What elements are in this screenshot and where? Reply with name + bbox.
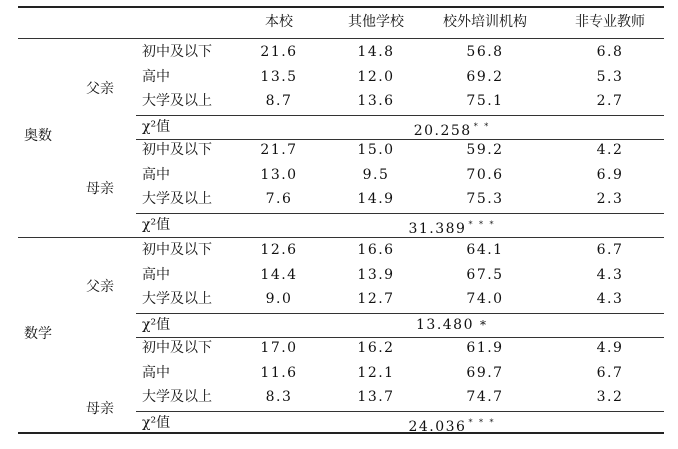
value-other-school: 15.0 bbox=[357, 142, 395, 158]
chi-square-value: 20.258 bbox=[413, 122, 472, 139]
value-other-school: 13.9 bbox=[357, 266, 395, 283]
education-level: 大学及以上 bbox=[142, 389, 212, 405]
value-training-institution: 69.2 bbox=[466, 68, 504, 85]
significance-marker: * * * bbox=[468, 219, 496, 229]
education-level: 初中及以下 bbox=[142, 142, 212, 158]
chi-square-label: χ²值 bbox=[142, 216, 171, 233]
value-training-institution: 56.8 bbox=[466, 44, 504, 60]
value-training-institution: 75.1 bbox=[466, 93, 504, 109]
value-local-school: 11.6 bbox=[260, 364, 298, 381]
value-other-school: 12.7 bbox=[357, 291, 395, 307]
significance-marker: * bbox=[480, 317, 488, 332]
value-local-school: 7.6 bbox=[265, 191, 293, 207]
value-training-institution: 75.3 bbox=[466, 191, 504, 207]
value-local-school: 9.0 bbox=[265, 291, 293, 307]
chi-square-cell bbox=[244, 313, 660, 337]
education-level: 初中及以下 bbox=[142, 340, 212, 356]
education-level: 初中及以下 bbox=[142, 242, 212, 258]
value-nonprofessional-teacher: 4.3 bbox=[596, 291, 624, 307]
parent-label: 父亲 bbox=[86, 278, 114, 295]
value-other-school: 12.0 bbox=[357, 68, 395, 85]
value-training-institution: 59.2 bbox=[466, 142, 504, 158]
chi-square-value: 13.480 bbox=[416, 316, 474, 333]
chi-square-cell bbox=[244, 213, 660, 237]
chi-square-cell bbox=[244, 115, 660, 139]
value-local-school: 8.7 bbox=[265, 93, 293, 109]
chi-square-label: χ²值 bbox=[142, 414, 171, 431]
education-level: 高中 bbox=[142, 364, 170, 381]
subject-label: 数学 bbox=[24, 326, 52, 342]
parent-label: 母亲 bbox=[86, 181, 114, 198]
education-level: 高中 bbox=[142, 166, 170, 183]
value-local-school: 8.3 bbox=[265, 389, 293, 405]
value-training-institution: 69.7 bbox=[466, 364, 504, 381]
chi-square-label: χ²值 bbox=[142, 316, 171, 333]
value-nonprofessional-teacher: 3.2 bbox=[596, 389, 624, 405]
chi-square-value: 24.036 bbox=[408, 418, 467, 435]
education-level: 高中 bbox=[142, 68, 170, 85]
significance-marker: * * bbox=[473, 121, 491, 131]
significance-marker: * * * bbox=[468, 417, 496, 427]
value-nonprofessional-teacher: 6.7 bbox=[596, 242, 624, 258]
value-other-school: 12.1 bbox=[357, 364, 395, 381]
value-training-institution: 67.5 bbox=[466, 266, 504, 283]
value-other-school: 14.8 bbox=[357, 44, 395, 60]
value-local-school: 12.6 bbox=[260, 242, 298, 258]
value-nonprofessional-teacher: 4.2 bbox=[596, 142, 624, 158]
value-other-school: 16.6 bbox=[357, 242, 395, 258]
value-local-school: 13.5 bbox=[260, 68, 298, 85]
education-level: 大学及以上 bbox=[142, 93, 212, 109]
value-nonprofessional-teacher: 2.3 bbox=[596, 191, 624, 207]
value-local-school: 17.0 bbox=[260, 340, 298, 356]
header-training-institution: 校外培训机构 bbox=[443, 14, 527, 30]
value-nonprofessional-teacher: 6.8 bbox=[596, 44, 624, 60]
value-other-school: 13.7 bbox=[357, 389, 395, 405]
value-local-school: 13.0 bbox=[260, 166, 298, 183]
value-nonprofessional-teacher: 6.7 bbox=[596, 364, 624, 381]
value-local-school: 21.7 bbox=[260, 142, 298, 158]
value-nonprofessional-teacher: 5.3 bbox=[596, 68, 624, 85]
header-rule bbox=[18, 38, 664, 39]
value-other-school: 13.6 bbox=[357, 93, 395, 109]
value-nonprofessional-teacher: 4.9 bbox=[596, 340, 624, 356]
value-other-school: 14.9 bbox=[357, 191, 395, 207]
chi-square-label: χ²值 bbox=[142, 118, 171, 135]
value-nonprofessional-teacher: 2.7 bbox=[596, 93, 624, 109]
value-training-institution: 70.6 bbox=[466, 166, 504, 183]
top-rule bbox=[18, 6, 664, 8]
value-other-school: 9.5 bbox=[362, 166, 390, 183]
value-training-institution: 74.7 bbox=[466, 389, 504, 405]
value-nonprofessional-teacher: 4.3 bbox=[596, 266, 624, 283]
chi-square-value: 31.389 bbox=[408, 220, 467, 237]
value-local-school: 21.6 bbox=[260, 44, 298, 60]
subject-label: 奥数 bbox=[24, 128, 52, 144]
value-nonprofessional-teacher: 6.9 bbox=[596, 166, 624, 183]
value-training-institution: 61.9 bbox=[466, 340, 504, 356]
header-nonprofessional-teacher: 非专业教师 bbox=[575, 14, 645, 30]
value-local-school: 14.4 bbox=[260, 266, 298, 283]
value-training-institution: 74.0 bbox=[466, 291, 504, 307]
value-other-school: 16.2 bbox=[357, 340, 395, 356]
parent-label: 母亲 bbox=[86, 401, 114, 418]
education-level: 大学及以上 bbox=[142, 291, 212, 307]
education-level: 大学及以上 bbox=[142, 191, 212, 207]
education-level: 高中 bbox=[142, 266, 170, 283]
header-local-school: 本校 bbox=[265, 14, 293, 30]
chi-square-cell bbox=[244, 411, 660, 435]
parent-label: 父亲 bbox=[86, 80, 114, 97]
value-training-institution: 64.1 bbox=[466, 242, 504, 258]
header-other-school: 其他学校 bbox=[348, 14, 404, 30]
education-level: 初中及以下 bbox=[142, 44, 212, 60]
